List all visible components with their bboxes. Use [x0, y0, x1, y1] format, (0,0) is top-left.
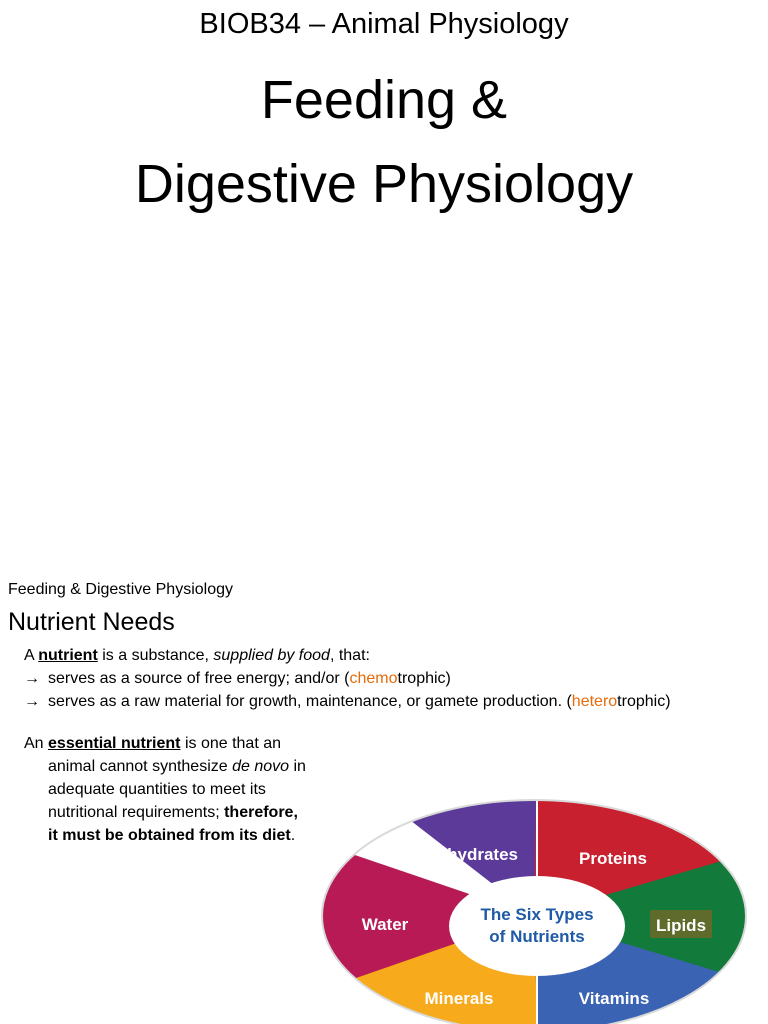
course-title: BIOB34 – Animal Physiology	[199, 8, 569, 40]
essential-nutrient-term: essential nutrient	[48, 735, 181, 752]
wheel-center	[449, 876, 625, 976]
text: trophic)	[397, 670, 451, 687]
label-carbohydrates: Carbohydrates	[398, 845, 518, 864]
therefore-bold: therefore,	[224, 804, 298, 821]
essential-line-5	[24, 824, 344, 847]
chemo-highlight: chemo	[349, 670, 398, 687]
essential-line-3: adequate quantities to meet its	[48, 781, 266, 798]
text: An	[24, 735, 49, 752]
text: serves as a raw material for growth, maintenance, or gamete production. (	[48, 693, 572, 710]
text: in	[289, 758, 306, 775]
essential-line-1	[24, 732, 344, 755]
center-title-line-1: The Six Types	[480, 905, 594, 924]
main-title	[0, 58, 768, 226]
supplied-by-food: supplied by food	[213, 647, 330, 664]
label-vitamins: Vitamins	[578, 989, 650, 1008]
arrow-right-icon: →	[24, 693, 40, 710]
text: is one that an	[180, 735, 282, 752]
essential-line-2	[24, 755, 344, 778]
nutrient-wheel	[316, 792, 752, 1024]
main-title-line-1: Feeding &	[260, 70, 508, 130]
slide-header: Feeding & Digestive Physiology	[8, 581, 234, 598]
hetero-highlight: hetero	[571, 693, 618, 710]
slide-heading: Nutrient Needs	[8, 608, 175, 636]
bullet-energy	[24, 667, 764, 690]
text: animal cannot synthesize	[48, 758, 233, 775]
bullet-raw-material	[24, 690, 764, 713]
text: nutritional requirements;	[48, 804, 225, 821]
nutrient-term: nutrient	[38, 647, 98, 664]
text: is a substance,	[97, 647, 214, 664]
arrow-right-icon: →	[24, 670, 40, 687]
text: serves as a source of free energy; and/or (	[48, 670, 350, 687]
label-minerals: Minerals	[424, 989, 494, 1008]
label-proteins: Proteins	[578, 849, 648, 868]
text: trophic)	[617, 693, 671, 710]
nutrient-definition	[24, 644, 764, 713]
center-title-line-2: of Nutrients	[489, 927, 585, 946]
nutrient-needs-slide	[0, 570, 768, 1024]
text: , that:	[329, 647, 370, 664]
essential-line-4	[24, 801, 344, 824]
label-water: Water	[361, 915, 409, 934]
text: .	[290, 827, 296, 844]
label-lipids: Lipids	[655, 916, 707, 935]
text: A	[24, 647, 39, 664]
de-novo: de novo	[232, 758, 290, 775]
essential-nutrient-definition	[24, 732, 344, 847]
must-obtain-bold: it must be obtained from its diet	[48, 827, 291, 844]
definition-line	[24, 644, 764, 667]
main-title-line-2: Digestive Physiology	[134, 154, 634, 214]
